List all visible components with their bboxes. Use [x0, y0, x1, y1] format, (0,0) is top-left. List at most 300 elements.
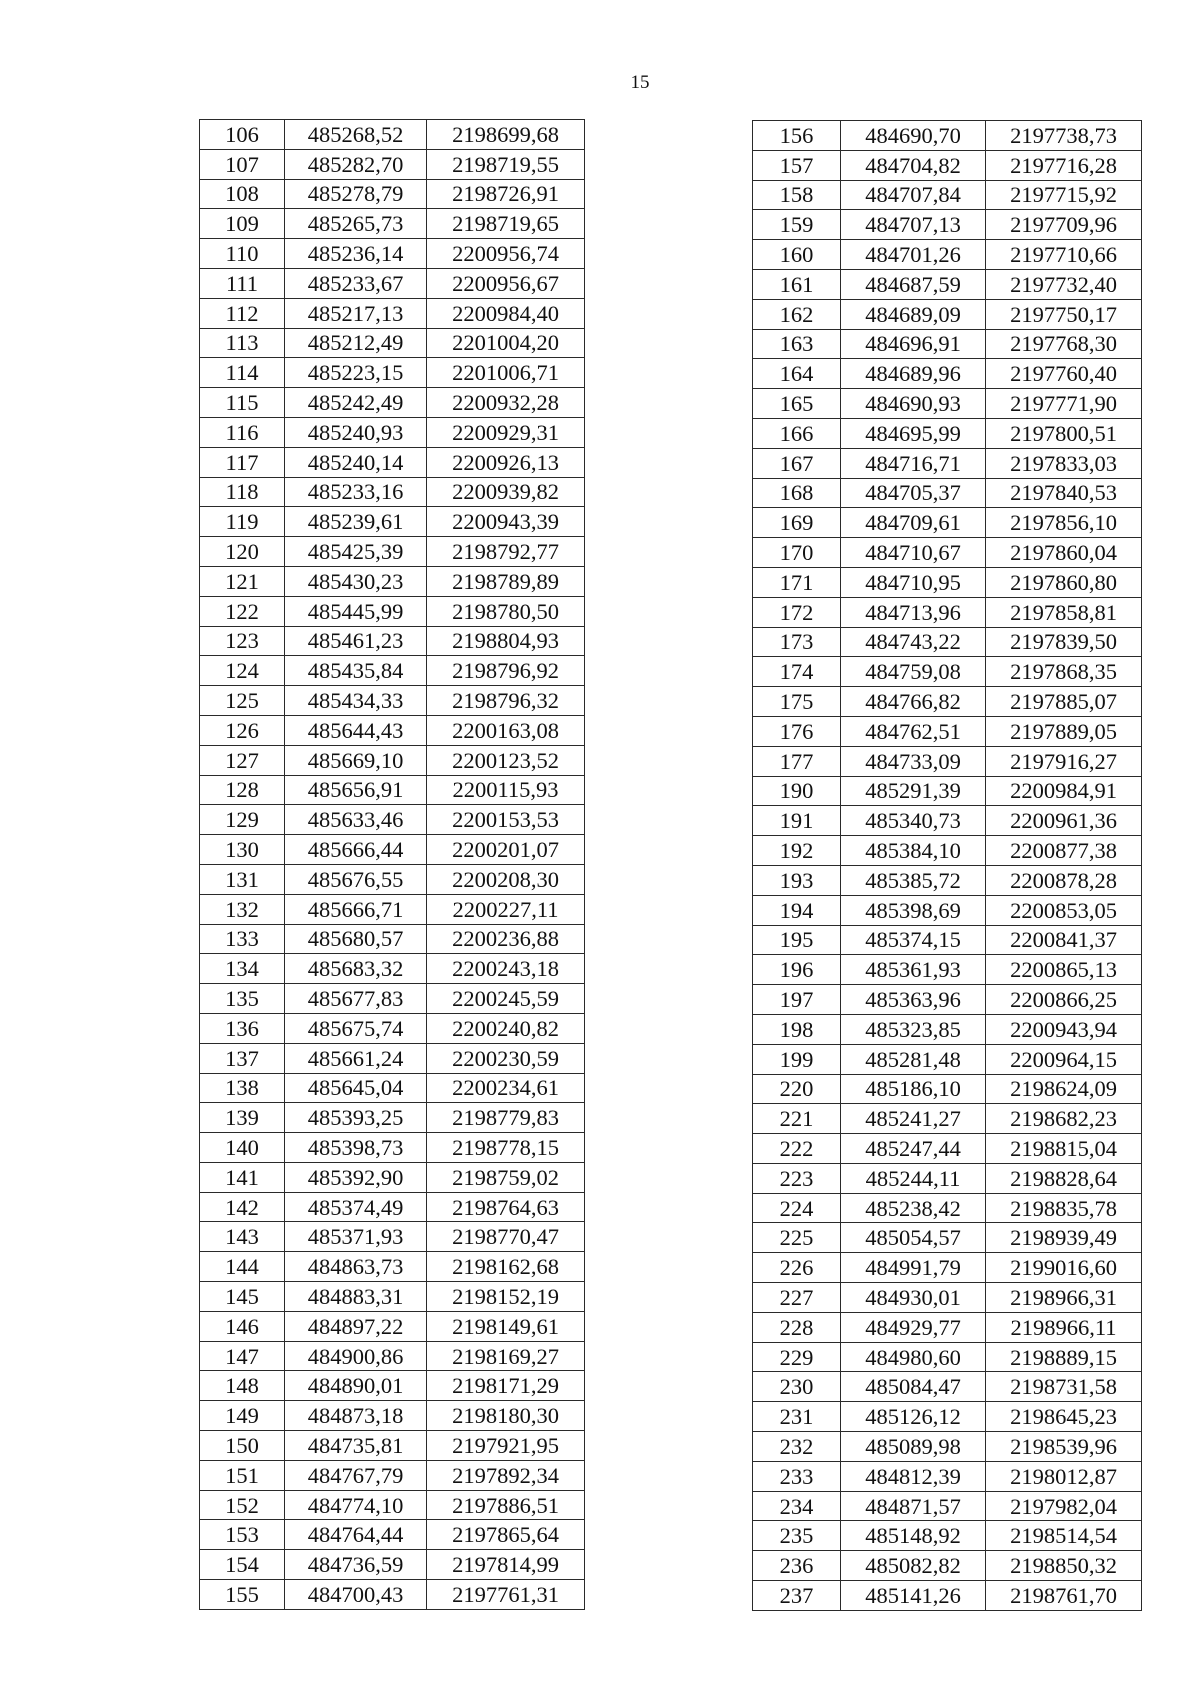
- y-coordinate-cell: 2200929,31: [427, 417, 585, 447]
- point-number-cell: 166: [753, 418, 841, 448]
- x-coordinate-cell: 485361,93: [841, 955, 986, 985]
- table-row: [200, 954, 585, 984]
- x-coordinate-cell: 484897,22: [285, 1311, 427, 1341]
- y-coordinate-cell: 2198828,64: [986, 1163, 1142, 1193]
- coordinates-table-left: [199, 119, 585, 1610]
- table-row: [200, 686, 585, 716]
- table-row: [200, 1103, 585, 1133]
- point-number-cell: 123: [200, 626, 285, 656]
- page-number: 15: [630, 72, 650, 93]
- y-coordinate-cell: 2198719,65: [427, 209, 585, 239]
- table-row: [200, 120, 585, 150]
- x-coordinate-cell: 485089,98: [841, 1432, 986, 1462]
- x-coordinate-cell: 485680,57: [285, 924, 427, 954]
- x-coordinate-cell: 485445,99: [285, 596, 427, 626]
- point-number-cell: 139: [200, 1103, 285, 1133]
- x-coordinate-cell: 484766,82: [841, 687, 986, 717]
- x-coordinate-cell: 485244,11: [841, 1163, 986, 1193]
- y-coordinate-cell: 2198645,23: [986, 1402, 1142, 1432]
- point-number-cell: 107: [200, 149, 285, 179]
- table-row: [753, 389, 1142, 419]
- y-coordinate-cell: 2200866,25: [986, 985, 1142, 1015]
- x-coordinate-cell: 485278,79: [285, 179, 427, 209]
- x-coordinate-cell: 485683,32: [285, 954, 427, 984]
- table-row: [753, 1283, 1142, 1313]
- y-coordinate-cell: 2198779,83: [427, 1103, 585, 1133]
- table-row: [200, 298, 585, 328]
- point-number-cell: 137: [200, 1043, 285, 1073]
- point-number-cell: 156: [753, 121, 841, 151]
- table-row: [200, 1222, 585, 1252]
- y-coordinate-cell: 2197860,04: [986, 538, 1142, 568]
- table-row: [753, 657, 1142, 687]
- table-row: [753, 597, 1142, 627]
- y-coordinate-cell: 2200153,53: [427, 805, 585, 835]
- x-coordinate-cell: 485141,26: [841, 1581, 986, 1611]
- x-coordinate-cell: 484690,93: [841, 389, 986, 419]
- table-row: [753, 1432, 1142, 1462]
- x-coordinate-cell: 485384,10: [841, 836, 986, 866]
- y-coordinate-cell: 2197833,03: [986, 448, 1142, 478]
- y-coordinate-cell: 2200943,39: [427, 507, 585, 537]
- point-number-cell: 154: [200, 1550, 285, 1580]
- y-coordinate-cell: 2197771,90: [986, 389, 1142, 419]
- table-row: [200, 537, 585, 567]
- x-coordinate-cell: 485233,16: [285, 477, 427, 507]
- x-coordinate-cell: 484695,99: [841, 418, 986, 448]
- point-number-cell: 116: [200, 417, 285, 447]
- point-number-cell: 115: [200, 388, 285, 418]
- x-coordinate-cell: 484812,39: [841, 1461, 986, 1491]
- table-row: [200, 1282, 585, 1312]
- table-row: [200, 1341, 585, 1371]
- y-coordinate-cell: 2198539,96: [986, 1432, 1142, 1462]
- y-coordinate-cell: 2197885,07: [986, 687, 1142, 717]
- point-number-cell: 109: [200, 209, 285, 239]
- x-coordinate-cell: 484690,70: [841, 121, 986, 151]
- table-row: [200, 1073, 585, 1103]
- x-coordinate-cell: 485392,90: [285, 1162, 427, 1192]
- y-coordinate-cell: 2198966,31: [986, 1283, 1142, 1313]
- table-row: [753, 1551, 1142, 1581]
- table-row: [200, 656, 585, 686]
- y-coordinate-cell: 2197868,35: [986, 657, 1142, 687]
- point-number-cell: 130: [200, 835, 285, 865]
- y-coordinate-cell: 2200201,07: [427, 835, 585, 865]
- table-row: [753, 508, 1142, 538]
- table-row: [200, 626, 585, 656]
- y-coordinate-cell: 2198169,27: [427, 1341, 585, 1371]
- table-row: [753, 895, 1142, 925]
- table-row: [200, 1162, 585, 1192]
- x-coordinate-cell: 485461,23: [285, 626, 427, 656]
- table-row: [200, 1192, 585, 1222]
- point-number-cell: 171: [753, 567, 841, 597]
- x-coordinate-cell: 485082,82: [841, 1551, 986, 1581]
- y-coordinate-cell: 2197916,27: [986, 746, 1142, 776]
- x-coordinate-cell: 485434,33: [285, 686, 427, 716]
- table-row: [753, 1074, 1142, 1104]
- y-coordinate-cell: 2197892,34: [427, 1460, 585, 1490]
- table-row: [753, 269, 1142, 299]
- x-coordinate-cell: 485393,25: [285, 1103, 427, 1133]
- table-row: [753, 329, 1142, 359]
- y-coordinate-cell: 2198815,04: [986, 1134, 1142, 1164]
- point-number-cell: 170: [753, 538, 841, 568]
- table-row: [200, 745, 585, 775]
- point-number-cell: 111: [200, 268, 285, 298]
- point-number-cell: 233: [753, 1461, 841, 1491]
- y-coordinate-cell: 2200230,59: [427, 1043, 585, 1073]
- point-number-cell: 129: [200, 805, 285, 835]
- point-number-cell: 237: [753, 1581, 841, 1611]
- y-coordinate-cell: 2198850,32: [986, 1551, 1142, 1581]
- x-coordinate-cell: 485126,12: [841, 1402, 986, 1432]
- point-number-cell: 222: [753, 1134, 841, 1164]
- table-row: [753, 925, 1142, 955]
- y-coordinate-cell: 2200943,94: [986, 1014, 1142, 1044]
- table-row: [753, 865, 1142, 895]
- x-coordinate-cell: 485239,61: [285, 507, 427, 537]
- point-number-cell: 150: [200, 1431, 285, 1461]
- point-number-cell: 128: [200, 775, 285, 805]
- y-coordinate-cell: 2197716,28: [986, 150, 1142, 180]
- y-coordinate-cell: 2198796,92: [427, 656, 585, 686]
- table-row: [753, 359, 1142, 389]
- y-coordinate-cell: 2200841,37: [986, 925, 1142, 955]
- point-number-cell: 133: [200, 924, 285, 954]
- x-coordinate-cell: 484689,96: [841, 359, 986, 389]
- table-row: [200, 1401, 585, 1431]
- point-number-cell: 220: [753, 1074, 841, 1104]
- point-number-cell: 197: [753, 985, 841, 1015]
- x-coordinate-cell: 484710,95: [841, 567, 986, 597]
- x-coordinate-cell: 485238,42: [841, 1193, 986, 1223]
- table-row: [753, 478, 1142, 508]
- point-number-cell: 161: [753, 269, 841, 299]
- point-number-cell: 149: [200, 1401, 285, 1431]
- point-number-cell: 229: [753, 1342, 841, 1372]
- y-coordinate-cell: 2200878,28: [986, 865, 1142, 895]
- table-row: [753, 1253, 1142, 1283]
- table-row: [200, 1252, 585, 1282]
- point-number-cell: 136: [200, 1013, 285, 1043]
- x-coordinate-cell: 485212,49: [285, 328, 427, 358]
- point-number-cell: 122: [200, 596, 285, 626]
- table-row: [200, 417, 585, 447]
- y-coordinate-cell: 2197865,64: [427, 1520, 585, 1550]
- point-number-cell: 169: [753, 508, 841, 538]
- x-coordinate-cell: 484743,22: [841, 627, 986, 657]
- y-coordinate-cell: 2197800,51: [986, 418, 1142, 448]
- y-coordinate-cell: 2197709,96: [986, 210, 1142, 240]
- point-number-cell: 135: [200, 984, 285, 1014]
- x-coordinate-cell: 484774,10: [285, 1490, 427, 1520]
- point-number-cell: 231: [753, 1402, 841, 1432]
- table-row: [200, 1550, 585, 1580]
- table-row: [200, 1311, 585, 1341]
- x-coordinate-cell: 485661,24: [285, 1043, 427, 1073]
- point-number-cell: 145: [200, 1282, 285, 1312]
- x-coordinate-cell: 484716,71: [841, 448, 986, 478]
- table-row: [200, 1460, 585, 1490]
- x-coordinate-cell: 484689,09: [841, 299, 986, 329]
- table-row: [753, 1223, 1142, 1253]
- table-row: [200, 566, 585, 596]
- point-number-cell: 191: [753, 806, 841, 836]
- y-coordinate-cell: 2197732,40: [986, 269, 1142, 299]
- x-coordinate-cell: 484871,57: [841, 1491, 986, 1521]
- point-number-cell: 175: [753, 687, 841, 717]
- x-coordinate-cell: 485054,57: [841, 1223, 986, 1253]
- y-coordinate-cell: 2198804,93: [427, 626, 585, 656]
- y-coordinate-cell: 2198699,68: [427, 120, 585, 150]
- point-number-cell: 113: [200, 328, 285, 358]
- y-coordinate-cell: 2197814,99: [427, 1550, 585, 1580]
- table-row: [753, 1193, 1142, 1223]
- y-coordinate-cell: 2200956,67: [427, 268, 585, 298]
- x-coordinate-cell: 484900,86: [285, 1341, 427, 1371]
- x-coordinate-cell: 485247,44: [841, 1134, 986, 1164]
- table-row: [753, 180, 1142, 210]
- x-coordinate-cell: 484733,09: [841, 746, 986, 776]
- y-coordinate-cell: 2198835,78: [986, 1193, 1142, 1223]
- point-number-cell: 168: [753, 478, 841, 508]
- table-row: [753, 299, 1142, 329]
- point-number-cell: 176: [753, 716, 841, 746]
- table-row: [200, 149, 585, 179]
- point-number-cell: 125: [200, 686, 285, 716]
- point-number-cell: 117: [200, 447, 285, 477]
- x-coordinate-cell: 485398,73: [285, 1133, 427, 1163]
- y-coordinate-cell: 2198152,19: [427, 1282, 585, 1312]
- point-number-cell: 224: [753, 1193, 841, 1223]
- y-coordinate-cell: 2198162,68: [427, 1252, 585, 1282]
- y-coordinate-cell: 2198789,89: [427, 566, 585, 596]
- point-number-cell: 165: [753, 389, 841, 419]
- table-row: [200, 209, 585, 239]
- table-row: [753, 121, 1142, 151]
- table-row: [200, 984, 585, 1014]
- x-coordinate-cell: 484713,96: [841, 597, 986, 627]
- point-number-cell: 223: [753, 1163, 841, 1193]
- y-coordinate-cell: 2198792,77: [427, 537, 585, 567]
- table-row: [200, 388, 585, 418]
- table-row: [753, 955, 1142, 985]
- point-number-cell: 192: [753, 836, 841, 866]
- point-number-cell: 155: [200, 1580, 285, 1610]
- table-row: [200, 507, 585, 537]
- point-number-cell: 225: [753, 1223, 841, 1253]
- point-number-cell: 142: [200, 1192, 285, 1222]
- point-number-cell: 118: [200, 477, 285, 507]
- y-coordinate-cell: 2197710,66: [986, 240, 1142, 270]
- y-coordinate-cell: 2200236,88: [427, 924, 585, 954]
- table-row: [200, 835, 585, 865]
- y-coordinate-cell: 2198514,54: [986, 1521, 1142, 1551]
- table-row: [200, 1043, 585, 1073]
- x-coordinate-cell: 484687,59: [841, 269, 986, 299]
- table-row: [753, 716, 1142, 746]
- x-coordinate-cell: 485371,93: [285, 1222, 427, 1252]
- x-coordinate-cell: 484863,73: [285, 1252, 427, 1282]
- x-coordinate-cell: 485363,96: [841, 985, 986, 1015]
- point-number-cell: 232: [753, 1432, 841, 1462]
- y-coordinate-cell: 2200865,13: [986, 955, 1142, 985]
- table-row: [753, 1312, 1142, 1342]
- y-coordinate-cell: 2197750,17: [986, 299, 1142, 329]
- point-number-cell: 230: [753, 1372, 841, 1402]
- table-row: [753, 538, 1142, 568]
- point-number-cell: 144: [200, 1252, 285, 1282]
- y-coordinate-cell: 2200227,11: [427, 894, 585, 924]
- x-coordinate-cell: 485323,85: [841, 1014, 986, 1044]
- y-coordinate-cell: 2198149,61: [427, 1311, 585, 1341]
- y-coordinate-cell: 2197982,04: [986, 1491, 1142, 1521]
- point-number-cell: 134: [200, 954, 285, 984]
- y-coordinate-cell: 2200123,52: [427, 745, 585, 775]
- x-coordinate-cell: 485242,49: [285, 388, 427, 418]
- table-row: [200, 239, 585, 269]
- table-row: [753, 1372, 1142, 1402]
- y-coordinate-cell: 2197921,95: [427, 1431, 585, 1461]
- x-coordinate-cell: 485425,39: [285, 537, 427, 567]
- y-coordinate-cell: 2198759,02: [427, 1162, 585, 1192]
- x-coordinate-cell: 485645,04: [285, 1073, 427, 1103]
- table-row: [753, 1402, 1142, 1432]
- y-coordinate-cell: 2198770,47: [427, 1222, 585, 1252]
- point-number-cell: 114: [200, 358, 285, 388]
- table-row: [200, 477, 585, 507]
- y-coordinate-cell: 2197886,51: [427, 1490, 585, 1520]
- point-number-cell: 148: [200, 1371, 285, 1401]
- y-coordinate-cell: 2198682,23: [986, 1104, 1142, 1134]
- x-coordinate-cell: 485186,10: [841, 1074, 986, 1104]
- y-coordinate-cell: 2200926,13: [427, 447, 585, 477]
- x-coordinate-cell: 485148,92: [841, 1521, 986, 1551]
- point-number-cell: 167: [753, 448, 841, 478]
- table-row: [753, 210, 1142, 240]
- x-coordinate-cell: 484736,59: [285, 1550, 427, 1580]
- y-coordinate-cell: 2198731,58: [986, 1372, 1142, 1402]
- table-row: [200, 1133, 585, 1163]
- x-coordinate-cell: 484696,91: [841, 329, 986, 359]
- x-coordinate-cell: 485633,46: [285, 805, 427, 835]
- y-coordinate-cell: 2198939,49: [986, 1223, 1142, 1253]
- table-row: [200, 358, 585, 388]
- point-number-cell: 235: [753, 1521, 841, 1551]
- table-row: [753, 1342, 1142, 1372]
- y-coordinate-cell: 2200240,82: [427, 1013, 585, 1043]
- x-coordinate-cell: 485241,27: [841, 1104, 986, 1134]
- x-coordinate-cell: 485666,44: [285, 835, 427, 865]
- y-coordinate-cell: 2200163,08: [427, 715, 585, 745]
- point-number-cell: 221: [753, 1104, 841, 1134]
- table-row: [753, 1461, 1142, 1491]
- y-coordinate-cell: 2200115,93: [427, 775, 585, 805]
- y-coordinate-cell: 2197860,80: [986, 567, 1142, 597]
- x-coordinate-cell: 485374,15: [841, 925, 986, 955]
- point-number-cell: 110: [200, 239, 285, 269]
- point-number-cell: 190: [753, 776, 841, 806]
- x-coordinate-cell: 484873,18: [285, 1401, 427, 1431]
- table-row: [200, 1371, 585, 1401]
- x-coordinate-cell: 485233,67: [285, 268, 427, 298]
- point-number-cell: 140: [200, 1133, 285, 1163]
- point-number-cell: 127: [200, 745, 285, 775]
- x-coordinate-cell: 485666,71: [285, 894, 427, 924]
- x-coordinate-cell: 485268,52: [285, 120, 427, 150]
- point-number-cell: 121: [200, 566, 285, 596]
- point-number-cell: 153: [200, 1520, 285, 1550]
- y-coordinate-cell: 2197889,05: [986, 716, 1142, 746]
- x-coordinate-cell: 485084,47: [841, 1372, 986, 1402]
- y-coordinate-cell: 2200984,91: [986, 776, 1142, 806]
- x-coordinate-cell: 484705,37: [841, 478, 986, 508]
- table-row: [753, 806, 1142, 836]
- point-number-cell: 158: [753, 180, 841, 210]
- table-row: [753, 448, 1142, 478]
- y-coordinate-cell: 2200964,15: [986, 1044, 1142, 1074]
- x-coordinate-cell: 484759,08: [841, 657, 986, 687]
- y-coordinate-cell: 2197761,31: [427, 1580, 585, 1610]
- x-coordinate-cell: 484890,01: [285, 1371, 427, 1401]
- point-number-cell: 198: [753, 1014, 841, 1044]
- x-coordinate-cell: 484767,79: [285, 1460, 427, 1490]
- x-coordinate-cell: 484991,79: [841, 1253, 986, 1283]
- table-row: [200, 775, 585, 805]
- table-row: [753, 240, 1142, 270]
- y-coordinate-cell: 2197840,53: [986, 478, 1142, 508]
- coordinates-table-right: [752, 120, 1142, 1611]
- y-coordinate-cell: 2197738,73: [986, 121, 1142, 151]
- x-coordinate-cell: 485656,91: [285, 775, 427, 805]
- table-row: [753, 1521, 1142, 1551]
- table-row: [200, 924, 585, 954]
- point-number-cell: 112: [200, 298, 285, 328]
- x-coordinate-cell: 484707,13: [841, 210, 986, 240]
- point-number-cell: 195: [753, 925, 841, 955]
- table-row: [200, 864, 585, 894]
- table-row: [753, 985, 1142, 1015]
- point-number-cell: 146: [200, 1311, 285, 1341]
- y-coordinate-cell: 2197856,10: [986, 508, 1142, 538]
- x-coordinate-cell: 484707,84: [841, 180, 986, 210]
- x-coordinate-cell: 485669,10: [285, 745, 427, 775]
- y-coordinate-cell: 2198726,91: [427, 179, 585, 209]
- table-row: [200, 1520, 585, 1550]
- x-coordinate-cell: 485398,69: [841, 895, 986, 925]
- table-row: [753, 687, 1142, 717]
- table-row: [200, 715, 585, 745]
- point-number-cell: 227: [753, 1283, 841, 1313]
- x-coordinate-cell: 485236,14: [285, 239, 427, 269]
- y-coordinate-cell: 2198171,29: [427, 1371, 585, 1401]
- table-row: [753, 836, 1142, 866]
- y-coordinate-cell: 2198761,70: [986, 1581, 1142, 1611]
- y-coordinate-cell: 2200984,40: [427, 298, 585, 328]
- table-row: [200, 268, 585, 298]
- point-number-cell: 132: [200, 894, 285, 924]
- table-row: [753, 1104, 1142, 1134]
- point-number-cell: 164: [753, 359, 841, 389]
- point-number-cell: 143: [200, 1222, 285, 1252]
- point-number-cell: 196: [753, 955, 841, 985]
- point-number-cell: 152: [200, 1490, 285, 1520]
- table-row: [753, 627, 1142, 657]
- table-row: [200, 805, 585, 835]
- table-row: [753, 1014, 1142, 1044]
